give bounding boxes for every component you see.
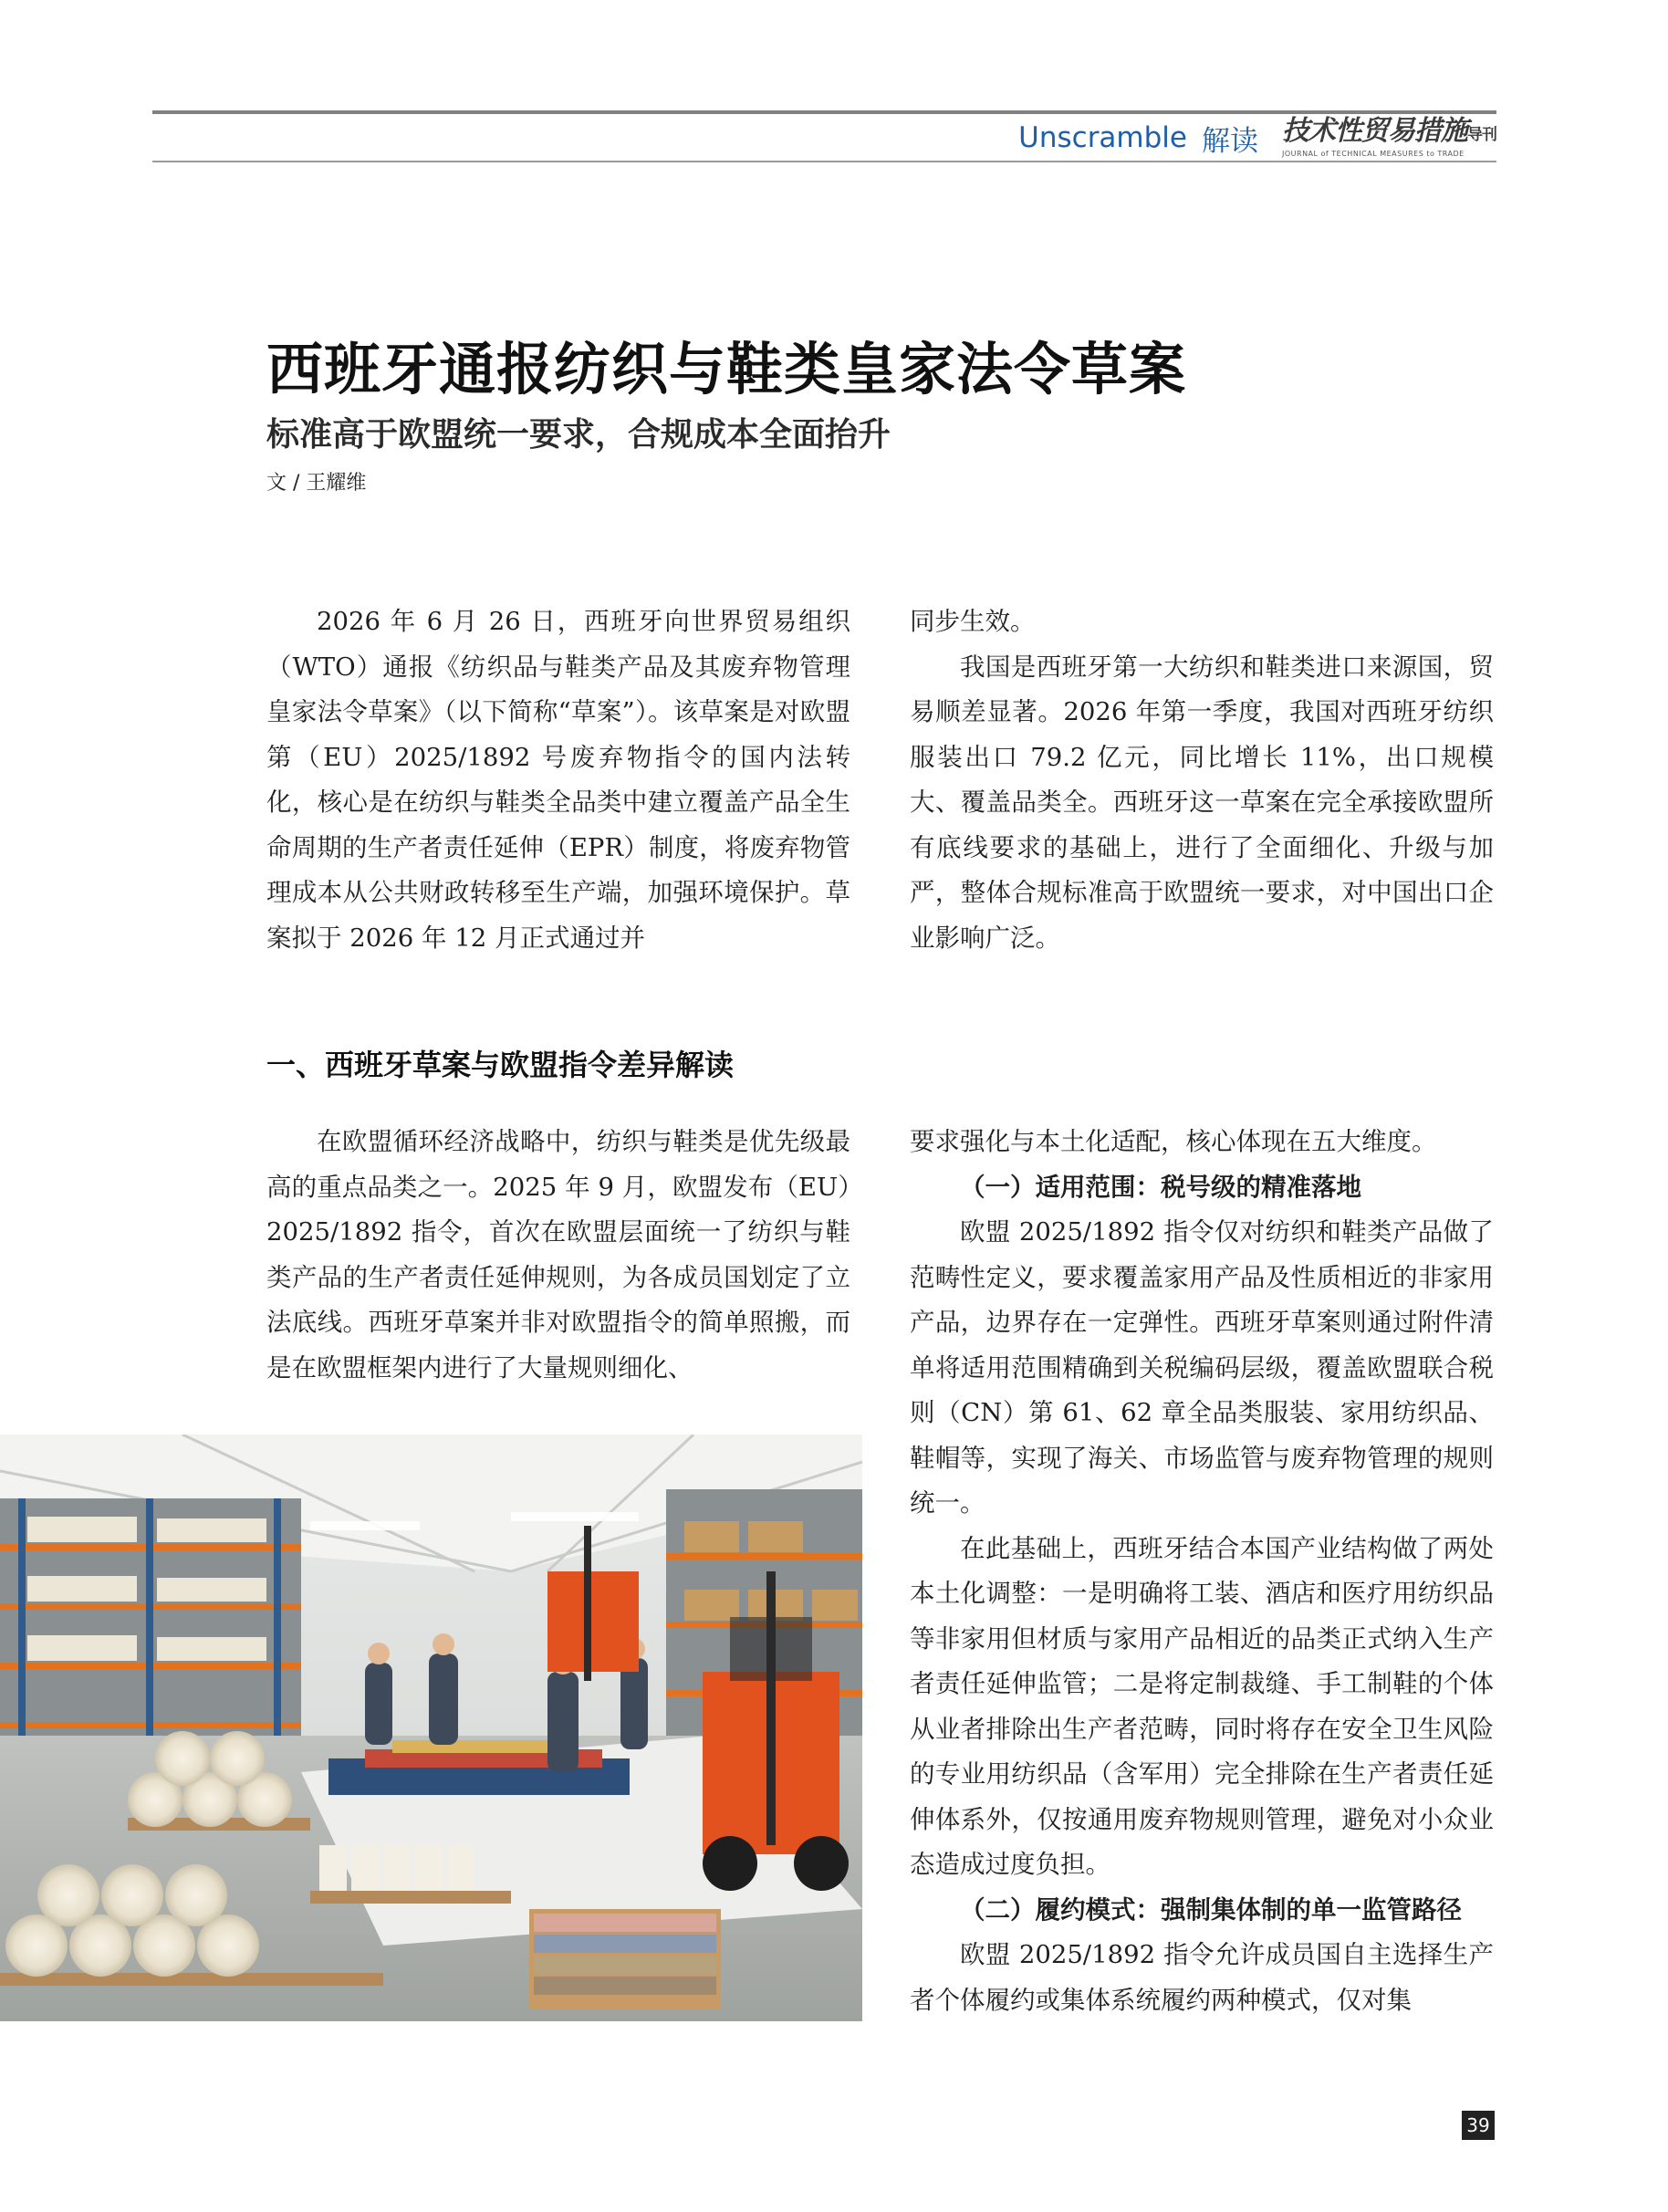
section-label-en: Unscramble	[1018, 121, 1187, 154]
intro-right-column	[910, 600, 1494, 961]
subsection-paragraph: 在此基础上，西班牙结合本国产业结构做了两处本土化调整：一是明确将工装、酒店和医疗用纺织品等非家用但材质与家用产品相近的品类正式纳入生产者责任延伸监管；二是将定制裁缝、手工制鞋的个体从业者排除出生产者范畴，同时将存在安全卫生风险的专业用纺织品（含军用）完全排除在生产者责任延伸体系外，仅按通用废弃物规则管理，避免对小众业态造成过度负担。	[910, 1533, 1494, 1879]
intro-left-column	[266, 600, 850, 961]
journal-name: 技术性贸易措施	[1282, 115, 1467, 147]
subsection-paragraph: 欧盟 2025/1892 指令允许成员国自主选择生产者个体履约或集体系统履约两种模式，仅对集	[910, 1940, 1494, 2015]
section-continuation: 要求强化与本土化适配，核心体现在五大维度。	[910, 1127, 1437, 1156]
journal-logo-main	[1282, 117, 1496, 150]
intro-paragraph: 2026 年 6 月 26 日，西班牙向世界贸易组织（WTO）通报《纺织品与鞋类产品及其废弃物管理皇家法令草案》（以下简称“草案”）。该草案是对欧盟第（EU）2025/1892 号废弃物指令的国内法转化，核心是在纺织与鞋类全品类中建立覆盖产品全生命周期的生产者责任延伸（EPR）制度，将废弃物管理成本从公共财政转移至生产端，加强环境保护。草案拟于 2026 年 12 月正式通过并	[266, 607, 850, 953]
section-left-column	[266, 1120, 850, 1391]
subsection-heading-1: （一）适用范围：税号级的精准落地	[960, 1172, 1361, 1202]
article-subtitle: 标准高于欧盟统一要求，合规成本全面抬升	[266, 416, 891, 454]
section-right-column	[910, 1120, 1494, 2023]
header-rule-top	[152, 110, 1496, 114]
journal-logo-en: JOURNAL of TECHNICAL MEASURES to TRADE	[1282, 150, 1465, 158]
intro-continuation: 同步生效。	[910, 607, 1036, 636]
section-heading: 一、西班牙草案与欧盟指令差异解读	[266, 1048, 735, 1082]
intro-paragraph-2: 我国是西班牙第一大纺织和鞋类进口来源国，贸易顺差显著。2026 年第一季度，我国对西班牙纺织服装出口 79.2 亿元，同比增长 11%，出口规模大、覆盖品类全。西班牙这一草案在完全承接欧盟所有底线要求的基础上，进行了全面细化、升级与加严，整体合规标准高于欧盟统一要求，对中国出口企业影响广泛。	[910, 652, 1494, 953]
subsection-paragraph: 欧盟 2025/1892 指令仅对纺织和鞋类产品做了范畴性定义，要求覆盖家用产品及性质相近的非家用产品，边界存在一定弹性。西班牙草案则通过附件清单将适用范围精确到关税编码层级，覆盖欧盟联合税则（CN）第 61、62 章全品类服装、家用纺织品、鞋帽等，实现了海关、市场监管与废弃物管理的规则统一。	[910, 1217, 1494, 1518]
page-number: 39	[1462, 2111, 1495, 2140]
article-author: 文 / 王耀维	[266, 472, 367, 495]
running-header	[1018, 117, 1496, 159]
section-label-cn: 解读	[1202, 124, 1258, 158]
journal-suffix: 导刊	[1467, 126, 1496, 144]
header-rule-bottom	[152, 161, 1496, 162]
warehouse-illustration	[0, 1435, 862, 2021]
warehouse-photo	[0, 1435, 862, 2021]
journal-logo	[1282, 117, 1496, 159]
subsection-heading-2: （二）履约模式：强制集体制的单一监管路径	[960, 1894, 1462, 1925]
section-paragraph: 在欧盟循环经济战略中，纺织与鞋类是优先级最高的重点品类之一。2025 年 9 月，欧盟发布（EU）2025/1892 指令，首次在欧盟层面统一了纺织与鞋类产品的生产者责任延伸规则，为各成员国划定了立法底线。西班牙草案并非对欧盟指令的简单照搬，而是在欧盟框架内进行了大量规则细化、	[266, 1127, 850, 1382]
article-title: 西班牙通报纺织与鞋类皇家法令草案	[266, 336, 1187, 402]
